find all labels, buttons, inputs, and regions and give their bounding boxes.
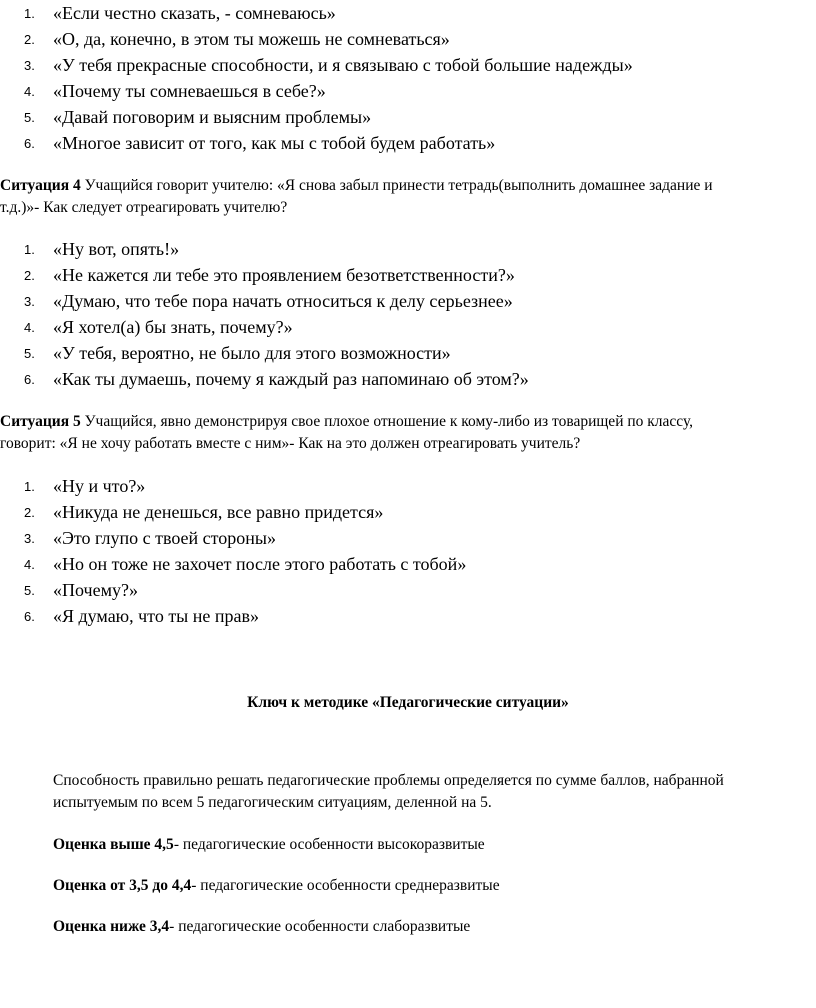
- list-item: [0, 473, 816, 499]
- list-item-text: «Почему?»: [53, 580, 138, 600]
- list-item: [0, 577, 816, 603]
- list-item-number: 1.: [24, 242, 35, 257]
- score-low-text: - педагогические особенности слаборазвитые: [169, 918, 471, 935]
- situation-4-label: Ситуация 4: [0, 177, 81, 194]
- list-item-number: 6.: [24, 609, 35, 624]
- list-item: [0, 340, 816, 366]
- list-item: [0, 52, 816, 78]
- list-item-number: 5.: [24, 110, 35, 125]
- list-item-text: «Давай поговорим и выясним проблемы»: [53, 107, 372, 127]
- list-item-number: 1.: [24, 6, 35, 21]
- list-item-text: «Никуда не денешься, все равно придется»: [53, 502, 384, 522]
- list-item-text: «Но он тоже не захочет после этого работать с тобой»: [53, 554, 467, 574]
- list-item: [0, 130, 816, 156]
- list-item: [0, 26, 816, 52]
- list-item: [0, 499, 816, 525]
- situation-4-paragraph: [0, 175, 812, 219]
- list-item-number: 2.: [24, 32, 35, 47]
- list-item: [0, 262, 816, 288]
- list-item-number: 6.: [24, 372, 35, 387]
- score-high-label: Оценка выше 4,5: [53, 836, 174, 853]
- list-item-number: 3.: [24, 531, 35, 546]
- list-item-text: «Как ты думаешь, почему я каждый раз напоминаю об этом?»: [53, 369, 529, 389]
- list-item-text: «Многое зависит от того, как мы с тобой будем работать»: [53, 133, 496, 153]
- score-mid-text: - педагогические особенности среднеразвитые: [191, 877, 500, 894]
- list-item: [0, 0, 816, 26]
- situation-5-text-line-1: Учащийся, явно демонстрируя свое плохое отношение к кому-либо из товарищей по классу,: [80, 413, 694, 430]
- list-item-number: 2.: [24, 505, 35, 520]
- list-item: [0, 551, 816, 577]
- list-item-number: 2.: [24, 268, 35, 283]
- list-item: [0, 525, 816, 551]
- list-item: [0, 288, 816, 314]
- situation-5-text-line-2: говорит: «Я не хочу работать вместе с ним»- Как на это должен отреагировать учитель?: [0, 435, 581, 452]
- list-item: [0, 104, 816, 130]
- list-item: [0, 78, 816, 104]
- list-item-text: «Не кажется ли тебе это проявлением безответственности?»: [53, 265, 515, 285]
- list-item-number: 4.: [24, 84, 35, 99]
- list-item: [0, 236, 816, 262]
- list-item-text: «Почему ты сомневаешься в себе?»: [53, 81, 326, 101]
- list-item: [0, 314, 816, 340]
- list-item-number: 4.: [24, 557, 35, 572]
- answer-list-situation-5: [0, 473, 816, 629]
- list-item: [0, 603, 816, 629]
- list-item-text: «Ну вот, опять!»: [53, 239, 180, 259]
- score-high-row: [53, 834, 815, 856]
- list-item-text: «Думаю, что тебе пора начать относиться к делу серьезнее»: [53, 291, 513, 311]
- score-low-row: [53, 916, 815, 938]
- list-item-number: 5.: [24, 583, 35, 598]
- list-item-text: «О, да, конечно, в этом ты можешь не сомневаться»: [53, 29, 450, 49]
- situation-4-text-line-1: Учащийся говорит учителю: «Я снова забыл принести тетрадь(выполнить домашнее задание и: [80, 177, 713, 194]
- list-item-text: «Если честно сказать, - сомневаюсь»: [53, 3, 336, 23]
- list-item-number: 4.: [24, 320, 35, 335]
- key-intro-line-2: испытуемым по всем 5 педагогическим ситуациям, деленной на 5.: [53, 794, 492, 811]
- list-item-text: «У тебя прекрасные способности, и я связываю с тобой большие надежды»: [53, 55, 633, 75]
- score-mid-label: Оценка от 3,5 до 4,4: [53, 877, 192, 894]
- list-item-number: 3.: [24, 58, 35, 73]
- list-item-text: «Ну и что?»: [53, 476, 146, 496]
- list-item-number: 1.: [24, 479, 35, 494]
- answer-list-situation-4: [0, 236, 816, 392]
- score-low-label: Оценка ниже 3,4: [53, 918, 170, 935]
- situation-5-paragraph: [0, 411, 812, 455]
- key-title: Ключ к методике «Педагогические ситуации»: [247, 694, 569, 711]
- list-item-text: «У тебя, вероятно, не было для этого возможности»: [53, 343, 451, 363]
- list-item: [0, 366, 816, 392]
- answer-list-situation-3: [0, 0, 816, 156]
- list-item-number: 6.: [24, 136, 35, 151]
- list-item-text: «Я хотел(а) бы знать, почему?»: [53, 317, 293, 337]
- situation-5-label: Ситуация 5: [0, 413, 81, 430]
- list-item-number: 5.: [24, 346, 35, 361]
- situation-4-text-line-2: т.д.)»- Как следует отреагировать учителю?: [0, 199, 288, 216]
- key-intro-paragraph: [53, 770, 815, 814]
- list-item-number: 3.: [24, 294, 35, 309]
- list-item-text: «Я думаю, что ты не прав»: [53, 606, 260, 626]
- score-high-text: - педагогические особенности высокоразвитые: [173, 836, 485, 853]
- list-item-text: «Это глупо с твоей стороны»: [53, 528, 277, 548]
- key-intro-line-1: Способность правильно решать педагогические проблемы определяется по сумме баллов, набранной: [53, 772, 724, 789]
- score-mid-row: [53, 875, 815, 897]
